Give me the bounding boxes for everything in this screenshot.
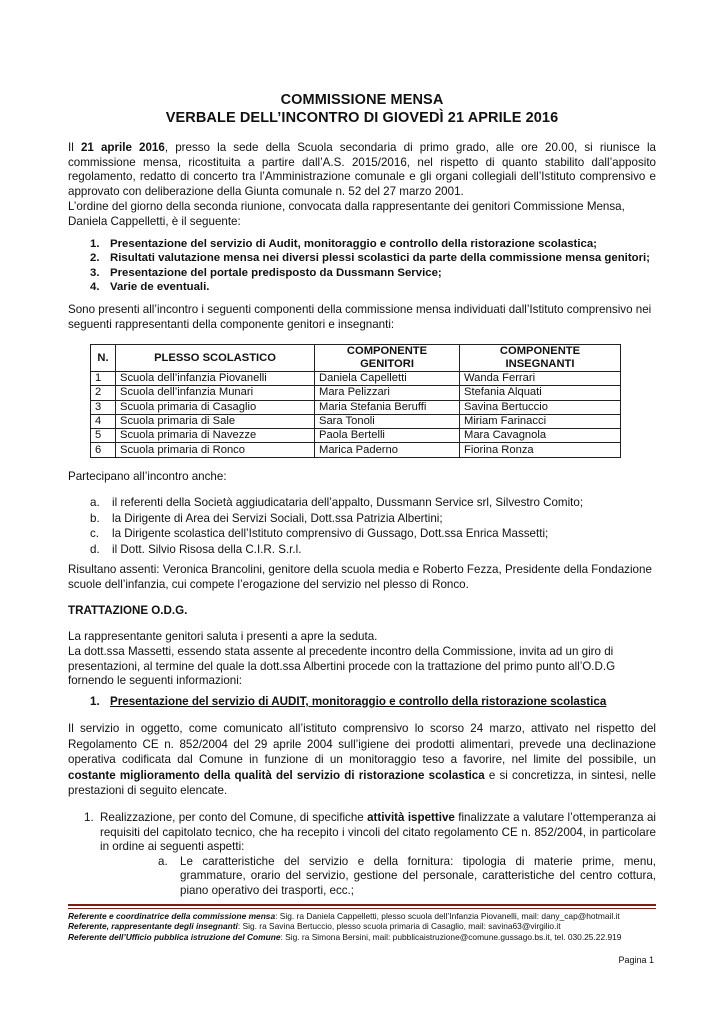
table-cell: 6 xyxy=(91,443,116,457)
participants-list xyxy=(68,495,672,557)
table-cell: Scuola primaria di Casaglio xyxy=(116,400,315,414)
list-item: a. il referenti della Società aggiudicataria dell’appalto, Dussmann Service srl, Silvestro Comito; xyxy=(90,496,584,509)
footer-line: Referente, rappresentante degli insegnanti: Sig. ra Savina Bertuccio, plesso scuola primaria di Casaglio, mail: savina63@virgilio.it xyxy=(68,921,561,932)
document-title: COMMISSIONE MENSA xyxy=(280,92,444,108)
footer-rule xyxy=(68,904,656,906)
footer-contacts xyxy=(68,911,658,942)
table-cell: Paola Bertelli xyxy=(315,429,460,443)
footer-line: Referente e coordinatrice della commissione mensa: Sig. ra Daniela Cappelletti, plesso scuola dell’Infanzia Piovanelli, mail: dany_cap@hotmail.it xyxy=(68,911,620,921)
table-cell: Savina Bertuccio xyxy=(460,400,621,414)
table-cell: Miriam Farinacci xyxy=(460,414,621,428)
table-row xyxy=(91,372,621,386)
services-list xyxy=(68,811,656,899)
opening-paragraph: La rappresentante genitori saluta i presenti a apre la seduta. xyxy=(68,630,378,643)
absentees-paragraph: Risultano assenti: Veronica Brancolini, genitore della scuola media e Roberto Fezza, Presidente della Fondazione scuole dell’infanzia, cui compete l’erogazione del servizio nel plesso di Ronco. xyxy=(68,563,652,591)
table-cell: Scuola primaria di Navezze xyxy=(116,429,315,443)
table-row xyxy=(91,400,621,414)
highlight-text: costante miglioramento della qualità del servizio di ristorazione scolastica xyxy=(68,768,485,782)
footer-rule xyxy=(68,908,656,909)
table-row xyxy=(91,443,621,457)
table-cell: Maria Stefania Beruffi xyxy=(315,400,460,414)
table-cell: Scuola dell’infanzia Piovanelli xyxy=(116,372,315,386)
agenda-item: 2. Risultati valutazione mensa nei diversi plessi scolastici da parte della commissione mensa genitori; xyxy=(90,252,650,265)
agenda-item: 3. Presentazione del portale predisposto da Dussmann Service; xyxy=(90,266,442,279)
table-row xyxy=(91,429,621,443)
agenda-intro: L’ordine del giorno della seconda riunione, convocata dalla rappresentante dei genitori Commissione Mensa, Daniela Cappelletti, è il seguente: xyxy=(68,200,625,228)
column-header: COMPONENTE INSEGNANTI xyxy=(460,345,621,372)
table-header-row xyxy=(91,345,621,372)
table-cell: Scuola dell’infanzia Munari xyxy=(116,386,315,400)
section-heading: TRATTAZIONE O.D.G. xyxy=(68,604,188,617)
list-item: b. la Dirigente di Area dei Servizi Sociali, Dott.ssa Patrizia Albertini; xyxy=(90,511,443,525)
service-paragraph: Il servizio in oggetto, come comunicato all’istituto comprensivo lo scorso 24 marzo, attivato nel rispetto del Regolamento CE n. 852/2004 del 29 aprile 2004 sull’igiene dei prodotti alimentari, prevede una declinazione operativa codificata dal Comune in funzione di un monitoraggio teso a favorire, nel limite del possibile, un costante miglioramento della qualità del servizio di ristorazione scolastica e si concretizza, in sintesi, nelle prestazioni di seguito elencate. xyxy=(68,722,656,798)
table-cell: Marica Paderno xyxy=(315,443,460,457)
attendees-intro: Sono presenti all’incontro i seguenti componenti della commissione mensa individuati dall’Istituto comprensivo nei seguenti rappresentanti della componente genitori e insegnanti: xyxy=(68,303,652,331)
intro-paragraph: Il 21 aprile 2016, presso la sede della Scuola secondaria di primo grado, alle ore 20.00, si riunisce la commissione mensa, ricostituita a partire dall’A.S. 2015/2016, nel rispetto di quanto stabilito dall’apposito regolamento, redatto di concerto tra l’Amministrazione comunale e gli organi collegiali dell’Istituto comprensivo e approvato con deliberazione della Giunta comunale n. 52 del 27 marzo 2001. xyxy=(68,141,657,198)
column-header: PLESSO SCOLASTICO xyxy=(116,345,315,372)
column-header: COMPONENTE GENITORI xyxy=(315,345,460,372)
participants-intro: Partecipano all’incontro anche: xyxy=(68,470,227,483)
table-cell: Sara Tonoli xyxy=(315,414,460,428)
page-number: Pagina 1 xyxy=(618,955,654,965)
list-item: d. il Dott. Silvio Risosa della C.I.R. S.r.l. xyxy=(90,542,302,556)
table-cell: Mara Pelizzari xyxy=(315,386,460,400)
presentations-paragraph: La dott.ssa Massetti, essendo stata assente al precedente incontro della Commissione, invita ad un giro di presentazioni, al termine del quale la dott.ssa Albertini procede con la trattazione del primo punto all’O.D.G fornendo le seguenti informazioni: xyxy=(68,645,616,688)
list-item: c. la Dirigente scolastica dell’Istituto comprensivo di Gussago, Dott.ssa Enrica Massetti; xyxy=(90,527,549,540)
members-table xyxy=(90,344,621,458)
table-cell: Fiorina Ronza xyxy=(460,443,621,457)
footer-line: Referente dell’Ufficio pubblica istruzione del Comune: Sig. ra Simona Bersini, mail: pubblicaistruzione@comune.gussago.bs.it, tel. 030.25.22.919 xyxy=(68,931,622,942)
table-row xyxy=(91,386,621,400)
table-cell: 1 xyxy=(91,372,116,386)
table-cell: Mara Cavagnola xyxy=(460,429,621,443)
table-cell: Scuola primaria di Sale xyxy=(116,414,315,428)
table-cell: 3 xyxy=(91,400,116,414)
table-cell: Scuola primaria di Ronco xyxy=(116,443,315,457)
agenda-point-heading: 1. Presentazione del servizio di AUDIT, monitoraggio e controllo della ristorazione scolastica xyxy=(90,695,607,708)
table-cell: Wanda Ferrari xyxy=(460,372,621,386)
agenda-list xyxy=(68,237,670,295)
agenda-item: 4. Varie de eventuali. xyxy=(90,281,210,294)
sub-list xyxy=(100,855,656,899)
agenda-item: 1. Presentazione del servizio di Audit, monitoraggio e controllo della ristorazione scolastica; xyxy=(90,238,597,250)
table-row xyxy=(91,414,621,428)
table-cell: 4 xyxy=(91,414,116,428)
table-cell: Daniela Capelletti xyxy=(315,372,460,386)
column-header: N. xyxy=(91,345,116,372)
list-item: 1. Realizzazione, per conto del Comune, di specifiche attività ispettive finalizzate a valutare l’ottemperanza ai requisiti del capitolato tecnico, che ha recepito i vincoli del citato regolamento CE n. 852/2004, in particolare in ordine ai seguenti aspetti: a. Le caratteristiche del servizio e della fornitura: tipologia di materie prime, menu, grammature, orario del servizio, gestione del personale, caratteristiche del centro cottura, piano operativo dei trasporti, ecc.; xyxy=(84,811,656,897)
document-subtitle: VERBALE DELL’INCONTRO DI GIOVEDÌ 21 APRILE 2016 xyxy=(165,110,559,126)
meeting-date: 21 aprile 2016 xyxy=(80,141,165,154)
sub-list-item: a. Le caratteristiche del servizio e della fornitura: tipologia di materie prime, menu, grammature, orario del servizio, gestione del personale, caratteristiche del centro cottura, piano operativo dei trasporti, ecc.; xyxy=(158,854,656,897)
table-cell: 2 xyxy=(91,386,116,400)
table-cell: Stefania Alquati xyxy=(460,386,621,400)
table-cell: 5 xyxy=(91,429,116,443)
